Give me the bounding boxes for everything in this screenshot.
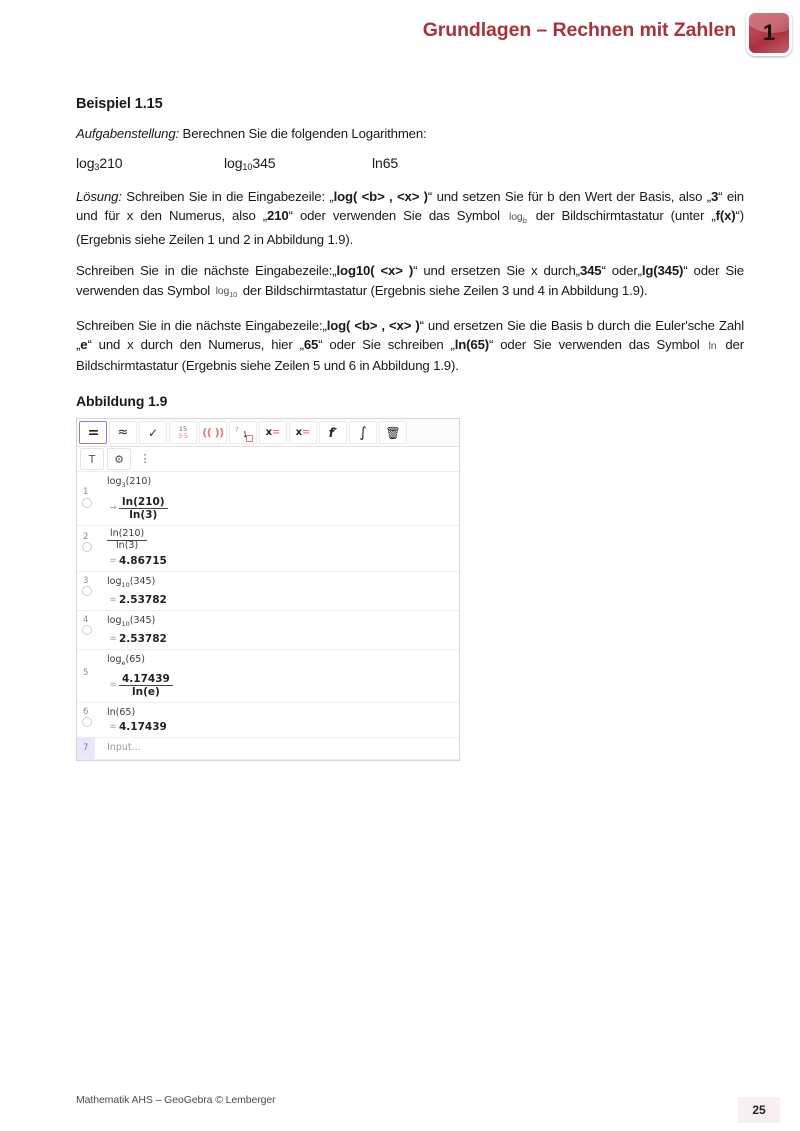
row-input-expression	[107, 475, 455, 492]
row-input-arg: (210)	[125, 476, 152, 488]
p1-text-2: “ und setzen Sie für b den Wert der Basis, also „	[427, 188, 711, 204]
row-input-expression	[107, 653, 455, 670]
p3-text-2: “ und ersetzen Sie die Basis b durch die Euler'sche Zahl „	[76, 317, 744, 353]
page-number-badge: 25	[738, 1097, 780, 1123]
page-title: Grundlagen – Rechnen mit Zahlen	[422, 19, 736, 41]
geogebra-panel	[76, 418, 460, 761]
row-input-arg: (345)	[129, 614, 156, 626]
row-input-base: log	[107, 614, 122, 626]
row-number: 5	[83, 667, 89, 678]
fraction-denominator: ln(e)	[132, 685, 160, 698]
p1-code-3: 210	[267, 208, 289, 224]
task-label: Aufgabenstellung:	[76, 126, 180, 141]
visibility-marble[interactable]	[82, 586, 92, 596]
substitute-icon: ? ➘	[230, 422, 256, 443]
p2-text-1: Schreiben Sie in die nächste Eingabezeile:„	[76, 262, 337, 278]
row-result	[107, 555, 455, 567]
kebab-menu-icon: ⋮	[139, 452, 151, 466]
row-number: 1	[83, 487, 89, 498]
fraction-icon: 15 3·5	[177, 424, 189, 440]
fraction-denominator: ln(3)	[129, 508, 158, 521]
result-equals-mark: =	[109, 721, 117, 732]
p2-code-3: lg(345)	[641, 262, 684, 278]
settings-gear-button[interactable]	[107, 448, 131, 470]
expression-log10-345: $\log_{10}345$	[224, 154, 276, 172]
p3-text-4: “ oder Sie schreiben „	[318, 337, 455, 353]
result-equals-mark: =	[109, 555, 117, 566]
expression-list	[76, 155, 744, 174]
numeric-solve-button[interactable]	[289, 421, 317, 444]
p2-code-2: 345	[579, 262, 602, 278]
fraction-numerator: 4.17439	[119, 673, 173, 686]
visibility-marble[interactable]	[82, 717, 92, 727]
integral-button[interactable]	[349, 421, 377, 444]
check-button[interactable]	[139, 421, 167, 444]
fraction-denominator: ln(3)	[116, 539, 139, 551]
solution-label: Lösung:	[76, 188, 122, 204]
row-result	[107, 594, 455, 606]
p3-text-5: “ oder Sie verwenden das Symbol	[489, 337, 707, 353]
row-number: 2	[83, 532, 89, 543]
p1-code-4: f(x)	[715, 208, 736, 224]
p1-code-1: log( <b> , <x> )	[333, 188, 428, 204]
solve-button[interactable]	[259, 421, 287, 444]
row-input-subscript: 10	[121, 619, 130, 628]
fraction-button[interactable]	[169, 421, 197, 444]
row-input-arg: (65)	[125, 653, 145, 665]
row-result	[107, 721, 455, 733]
p2-code-1: log10( <x> )	[336, 262, 414, 278]
p3-code-2: e	[80, 337, 88, 353]
geogebra-subtoolbar	[77, 447, 459, 472]
result-value: 4.17439	[119, 720, 167, 733]
expression-1-arg: 210	[99, 154, 123, 171]
row-number: 3	[83, 575, 89, 586]
row-input-subscript: e	[121, 658, 126, 667]
substitute-button[interactable]	[229, 421, 257, 444]
numeric-solve-icon: x=	[295, 427, 311, 439]
algebra-row-3[interactable]	[77, 572, 459, 611]
row-input-arg: (345)	[129, 575, 156, 587]
algebra-row-6[interactable]	[77, 703, 459, 738]
result-equals-mark: =	[109, 680, 117, 691]
chapter-badge-inner	[749, 13, 789, 53]
p3-code-3: 65	[303, 337, 319, 353]
algebra-input-row[interactable]	[77, 738, 459, 760]
more-menu-button[interactable]	[134, 449, 156, 469]
row-result	[107, 633, 455, 645]
input-row-number: 7	[83, 742, 89, 753]
row-input-subscript: 10	[121, 580, 130, 589]
approx-button[interactable]	[109, 421, 137, 444]
text-button[interactable]	[80, 448, 104, 470]
row-input-base: log	[107, 653, 122, 665]
p3-text-6: der Bildschirmtastatur (Ergebnis siehe Zeilen 5 und 6 in Abbildung 1.9).	[76, 337, 744, 374]
input-fraction	[107, 529, 147, 552]
row-input-expression: ln(65)	[107, 706, 136, 718]
log-base-10-icon: $\log_{10}$	[215, 285, 238, 300]
algebra-input-field[interactable]: Input...	[107, 741, 141, 753]
geogebra-toolbar	[77, 419, 459, 447]
equals-icon: =	[87, 424, 99, 441]
row-input-base: log	[107, 575, 122, 587]
solve-icon: x=	[265, 427, 281, 439]
p3-text-1: Schreiben Sie in die nächste Eingabezeile:„	[76, 317, 327, 333]
row-result	[107, 673, 455, 698]
algebra-row-1[interactable]	[77, 472, 459, 526]
result-equals-mark: →	[109, 503, 117, 514]
result-value: 2.53782	[119, 593, 167, 606]
text-tool-icon: T	[88, 452, 96, 466]
gear-icon: ⚙	[114, 452, 124, 466]
expression-1-subscript: 3	[94, 161, 100, 172]
p3-text-3: “ und x durch den Numerus, hier „	[87, 337, 304, 353]
p2-text-3: “ oder„	[601, 262, 642, 278]
result-equals-mark: =	[109, 633, 117, 644]
result-fraction	[119, 496, 168, 521]
figure-title: Abbildung 1.9	[76, 393, 168, 410]
chapter-number: 1	[762, 20, 776, 45]
p1-code-2: 3	[710, 188, 719, 204]
footer-text: Mathematik AHS – GeoGebra © Lemberger	[76, 1094, 276, 1106]
expression-3-arg: 65	[382, 154, 399, 171]
p1-text-1: Schreiben Sie in die Eingabezeile: „	[121, 188, 334, 204]
chapter-badge	[746, 10, 792, 56]
parentheses-icon: (( ))	[202, 426, 224, 440]
visibility-marble[interactable]	[82, 542, 92, 552]
fraction-numerator: ln(210)	[119, 496, 168, 509]
integral-icon: ∫	[359, 424, 367, 441]
derivative-icon: f′	[328, 425, 338, 440]
result-equals-mark: =	[109, 594, 117, 605]
result-fraction	[119, 673, 173, 698]
row-input-expression	[107, 614, 455, 631]
algebra-row-5[interactable]	[77, 650, 459, 703]
expression-2-subscript: 10	[242, 161, 253, 172]
solution-paragraph-2	[76, 261, 744, 305]
p2-text-2: “ und ersetzen Sie x durch„	[413, 262, 580, 278]
delete-button[interactable]	[379, 421, 407, 444]
check-icon: ✓	[147, 425, 159, 440]
row-input-expression	[107, 575, 455, 592]
ln-icon: ln	[708, 339, 717, 352]
p3-code-4: ln(65)	[454, 337, 490, 353]
solution-paragraph-1	[76, 187, 744, 250]
result-value: 4.86715	[119, 554, 167, 567]
content-area	[76, 96, 744, 761]
task-text: Berechnen Sie die folgenden Logarithmen:	[179, 126, 427, 141]
fraction-numerator: ln(210)	[107, 529, 147, 541]
visibility-marble[interactable]	[82, 625, 92, 635]
row-result	[107, 496, 455, 521]
expression-3-base: ln	[372, 154, 383, 171]
p2-text-4: “ oder Sie verwenden das Symbol	[76, 262, 744, 298]
row-input-base: log	[107, 476, 122, 488]
p3-code-1: log( <b> , <x> )	[326, 317, 420, 333]
p1-text-3: “ ein und für x den Numerus, also „	[76, 188, 744, 224]
log-base-b-icon: $\log_b$	[509, 210, 527, 225]
row-input-expression	[107, 529, 455, 552]
expression-log3-210: $\log_3210$	[76, 154, 123, 172]
result-value: 2.53782	[119, 632, 167, 645]
row-number: 4	[83, 614, 89, 625]
visibility-marble[interactable]	[82, 498, 92, 508]
parentheses-button[interactable]	[199, 421, 227, 444]
approx-icon: ≈	[117, 425, 129, 441]
expression-2-arg: 345	[252, 154, 276, 171]
p1-text-4: “ oder verwenden Sie das Symbol	[288, 208, 508, 224]
example-title: Beispiel 1.15	[76, 96, 163, 112]
row-input-subscript: 3	[121, 480, 126, 489]
algebra-row-2[interactable]	[77, 526, 459, 572]
derivative-button[interactable]	[319, 421, 347, 444]
algebra-row-4[interactable]	[77, 611, 459, 650]
page-header	[0, 0, 800, 66]
trash-icon: 🗑	[385, 425, 401, 440]
equals-button[interactable]	[79, 421, 107, 444]
task-paragraph	[76, 124, 744, 144]
solution-paragraph-3	[76, 316, 744, 376]
p2-text-5: der Bildschirmtastatur (Ergebnis siehe Zeilen 3 und 4 in Abbildung 1.9).	[239, 282, 648, 298]
p1-text-5: der Bildschirmtastatur (unter „	[528, 208, 716, 224]
p1-text-6: “) (Ergebnis siehe Zeilen 1 und 2 in Abbildung 1.9).	[76, 208, 745, 248]
row-number: 6	[83, 706, 89, 717]
expression-ln-65	[372, 155, 398, 171]
